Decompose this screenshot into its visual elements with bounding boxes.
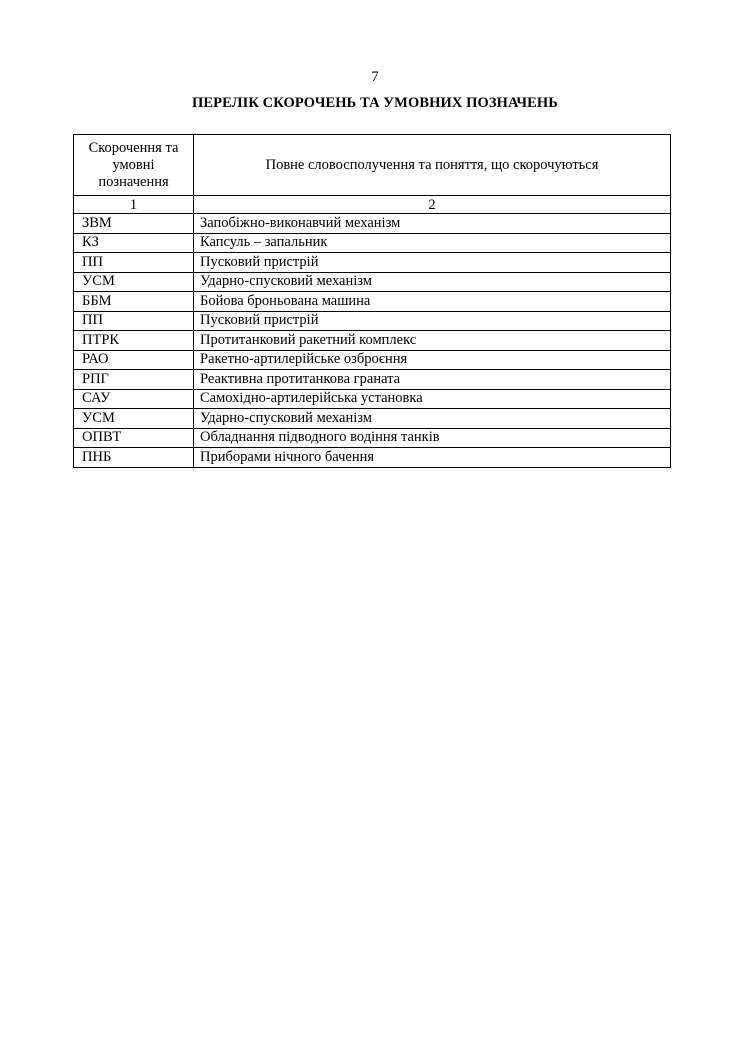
column-number-2: 2 [194, 196, 671, 214]
abbreviation-cell: ПП [74, 311, 194, 331]
abbreviation-cell: УСМ [74, 409, 194, 429]
page-number: 7 [371, 69, 379, 85]
full-meaning-cell: Ударно-спусковий механізм [194, 409, 671, 429]
full-meaning-cell: Бойова броньована машина [194, 292, 671, 312]
table-row [74, 214, 671, 234]
table-row [74, 292, 671, 312]
table-row [74, 409, 671, 429]
full-meaning-cell: Пусковий пристрій [194, 253, 671, 273]
table-row [74, 331, 671, 351]
header-full-meaning: Повне словосполучення та поняття, що скорочуються [194, 135, 671, 196]
table-row [74, 272, 671, 292]
full-meaning-cell: Ракетно-артилерійське озброєння [194, 350, 671, 370]
abbreviation-cell: ПНБ [74, 448, 194, 468]
header-abbreviations: Скорочення та умовні позначення [74, 135, 194, 196]
table-row [74, 389, 671, 409]
abbreviation-cell: ББМ [74, 292, 194, 312]
abbreviation-cell: РПГ [74, 370, 194, 390]
full-meaning-cell: Обладнання підводного водіння танків [194, 428, 671, 448]
abbreviation-cell: САУ [74, 389, 194, 409]
table-row [74, 448, 671, 468]
abbreviation-cell: ЗВМ [74, 214, 194, 234]
abbreviation-cell: КЗ [74, 233, 194, 253]
full-meaning-cell: Пусковий пристрій [194, 311, 671, 331]
table-row [74, 233, 671, 253]
full-meaning-cell: Протитанковий ракетний комплекс [194, 331, 671, 351]
abbreviation-cell: ОПВТ [74, 428, 194, 448]
abbreviation-cell: ПП [74, 253, 194, 273]
abbreviation-cell: РАО [74, 350, 194, 370]
table-row [74, 428, 671, 448]
table-header-row [74, 135, 671, 196]
full-meaning-cell: Запобіжно-виконавчий механізм [194, 214, 671, 234]
table-row [74, 370, 671, 390]
column-number-row [74, 196, 671, 214]
full-meaning-cell: Ударно-спусковий механізм [194, 272, 671, 292]
full-meaning-cell: Капсуль – запальник [194, 233, 671, 253]
table-row [74, 253, 671, 273]
table-row [74, 350, 671, 370]
full-meaning-cell: Самохідно-артилерійська установка [194, 389, 671, 409]
abbreviation-cell: УСМ [74, 272, 194, 292]
full-meaning-cell: Приборами нічного бачення [194, 448, 671, 468]
abbreviations-table [73, 134, 671, 468]
page-title: ПЕРЕЛІК СКОРОЧЕНЬ ТА УМОВНИХ ПОЗНАЧЕНЬ [192, 95, 558, 111]
table-body [74, 214, 671, 468]
abbreviation-cell: ПТРК [74, 331, 194, 351]
column-number-1: 1 [74, 196, 194, 214]
table-row [74, 311, 671, 331]
full-meaning-cell: Реактивна протитанкова граната [194, 370, 671, 390]
